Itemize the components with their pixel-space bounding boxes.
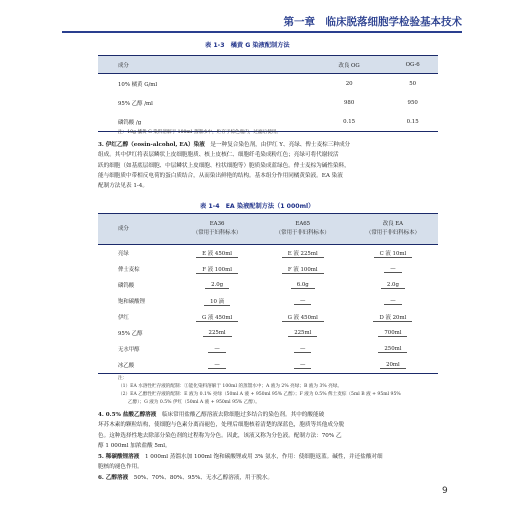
table-cell: 980 (343, 99, 355, 106)
table-row (98, 93, 438, 112)
column-name: 改良 EA (382, 221, 404, 227)
table-cell (258, 261, 348, 277)
table2-col-header (258, 214, 348, 245)
paragraph-text: 是一种复合染色剂，由伊红 Y、亮绿、俾士麦棕三种成分 (204, 142, 351, 148)
table-cell: 冰乙酸 (118, 363, 135, 369)
table-cell: 伊红 (118, 315, 129, 321)
table1-col-header: 成分 (98, 56, 311, 74)
table1-header-row (98, 56, 438, 74)
cell-value: E 液 225ml (282, 251, 324, 258)
table-row (98, 74, 438, 94)
table1-col-header: OG-6 (387, 56, 438, 74)
table-cell (177, 261, 258, 277)
cell-value: G 液 450ml (196, 315, 238, 322)
cell-value: 10 滴 (204, 299, 230, 306)
table-cell (258, 245, 348, 262)
paragraph-heading: 5. 稀碳酸锂溶液 (98, 454, 140, 460)
paragraph-text: 醇 1 000ml 加浓盐酸 5ml。 (98, 442, 171, 449)
cell-value: 2.0g (205, 282, 229, 289)
chapter-title: 第一章 临床脱落细胞学检验基本技术 (283, 16, 462, 28)
cell-value: F 液 100ml (196, 267, 238, 274)
cell-value: — (294, 362, 311, 369)
table-cell: 磷钨酸 (118, 283, 135, 289)
text-line (98, 140, 438, 150)
table-row (98, 325, 438, 341)
table-cell (348, 245, 438, 262)
paragraph-text: 能与细胞质中带相反电荷的蛋白质结合，从而染出鲜艳的结构。基本组分作用同橘黄染液。EA 染液 (98, 172, 343, 179)
table1 (98, 55, 438, 132)
table-cell: 50 (409, 80, 417, 87)
table-cell (348, 341, 438, 357)
table-cell (348, 325, 438, 341)
table-cell: 95% 乙醇 (118, 331, 143, 337)
paragraph-text: 跃的细胞（如基底层细胞、中层鳞状上皮细胞、柱状细胞等）胞质染成蓝绿色。俾士麦棕为碱性染料， (98, 162, 350, 169)
paragraph-lithium-carbonate (98, 452, 438, 473)
table-cell: 0.15 (343, 118, 356, 125)
cell-value: E 液 450ml (196, 251, 238, 258)
column-subtitle: （常用于非妇科标本） (275, 230, 330, 236)
table-cell (348, 357, 438, 374)
cell-value: — (208, 362, 225, 369)
table2-col-header: 成分 (98, 214, 177, 245)
table-cell: 俾士麦棕 (118, 267, 140, 273)
table2-note: 乙醇）；G 液为 0.5% 伊红（50ml A 液 + 950ml 95% 乙醇）。 (128, 400, 260, 405)
cell-value: — (294, 346, 311, 353)
cell-value: 225ml (288, 330, 317, 337)
table-cell: 亮绿 (118, 251, 129, 257)
running-header (62, 14, 462, 32)
table-cell (177, 309, 258, 325)
column-name: EA65 (295, 221, 311, 227)
cell-value: 700ml (378, 330, 407, 337)
text-line (98, 452, 438, 462)
table-cell (348, 261, 438, 277)
table-cell (258, 309, 348, 325)
paragraph-heading: 6. 乙醇溶液 (98, 475, 129, 481)
table-cell: 无水甲醇 (118, 347, 140, 353)
text-line (98, 420, 438, 430)
column-subtitle: （常用于非妇科标本） (365, 230, 420, 236)
table2-note: （2）EA 乙醇性贮存液的配制：E 液为 0.1% 亮绿（50ml A 液 + 950ml 95% 乙醇）；F 液为 0.5% 俾士麦棕（5ml B 液 + 95ml 95% (118, 392, 401, 397)
cell-value: 2.0g (381, 282, 405, 289)
table-cell (177, 341, 258, 357)
table2-col-header (177, 214, 258, 245)
column-name: EA36 (209, 221, 225, 227)
text-line (98, 441, 438, 451)
text-line (98, 462, 438, 472)
paragraph-eosin-alcohol (98, 140, 438, 191)
table-cell: 饱和碳酸锂 (118, 299, 145, 305)
paragraph-ethanol (98, 473, 438, 483)
table-cell (177, 277, 258, 293)
cell-value: F 液 100ml (282, 267, 324, 274)
table-row (98, 277, 438, 293)
table2-col-header (348, 214, 438, 245)
table2-note: （1）EA 水溶性贮存液的配制：①能化染料溶解于 100ml 的蒸馏水中；A 液为 2% 亮绿；B 液为 3% 亮绿。 (118, 384, 342, 389)
text-line (98, 181, 438, 191)
paragraph-text: 临床常用盐酸乙醇溶液去除细胞过多结合的染色剂。其中的酸能破 (156, 412, 325, 418)
paragraph-text: 胞核的褪色作用。 (98, 464, 143, 471)
text-line (98, 150, 438, 160)
table-cell (258, 277, 348, 293)
text-line (98, 161, 438, 171)
table2 (98, 213, 438, 374)
cell-value: C 液 10ml (374, 251, 413, 258)
page-number: 9 (442, 486, 448, 496)
text-line (98, 431, 438, 441)
paragraph-text: 配制方法见表 1-4。 (98, 183, 148, 190)
paragraph-text: 50%、70%、80%、95%、无水乙醇溶液，用于脱水。 (128, 475, 273, 481)
text-line (98, 410, 438, 420)
paragraph-heading: 3. 伊红乙醇（eosin-alcohol, EA）染液 (98, 142, 205, 148)
table-cell: 10% 橘黄 G/ml (118, 81, 158, 88)
table-cell: 950 (407, 99, 418, 106)
text-line (98, 171, 438, 181)
cell-value: — (294, 298, 311, 305)
paragraph-heading: 4. 0.5% 盐酸乙醇溶液 (98, 412, 157, 418)
table2-header-row (98, 214, 438, 245)
paragraph-text: 色。这种选择性地去除部分染色剂的过程称为分色。因此，该液又称为分色液。配制方法：70% 乙 (98, 432, 342, 439)
table-cell (177, 325, 258, 341)
table-cell: 磷钨酸 /g (118, 119, 142, 126)
header-rule (62, 31, 462, 33)
cell-value: 6.0g (291, 282, 315, 289)
table1-col-header: 改良 OG (311, 56, 387, 74)
table-row (98, 293, 438, 309)
cell-value: — (384, 298, 401, 305)
table-cell (177, 293, 258, 309)
paragraph-text: 1 000ml 蒸馏水加 100ml 饱和碳酸锂或用 3% 氨水，作用：使细胞返蓝。碱性，并还盐酸对细 (139, 454, 383, 460)
paragraph-text: 组成。其中伊红将表层鳞状上皮细胞胞质、核上皮核仁、细胞纤毛染成粉红色；亮绿可将代谢较活 (98, 152, 339, 159)
cell-value: 225ml (203, 330, 232, 337)
column-subtitle: （常用于妇科标本） (192, 230, 242, 236)
table-cell (258, 341, 348, 357)
table2-caption: 表 1-4 EA 染液配制方法（1 000ml） (200, 203, 315, 210)
table-row (98, 357, 438, 374)
table2-note: 注： (118, 376, 128, 381)
table1-note: 注：10g 橘黄 G 染料溶解于 100ml 蒸馏水中，贮存于棕色瓶内，过滤后使用。 (118, 130, 281, 135)
paragraph-text: 坏苏木素的颗粒结构，使细胞与色素分离而褪色，处理后细胞核着清楚的深蓝色，胞质等其他成分脱 (98, 422, 345, 429)
cell-value: — (384, 266, 401, 273)
table-cell (348, 293, 438, 309)
cell-value: 20ml (380, 362, 406, 369)
table-cell (177, 357, 258, 374)
table-row (98, 261, 438, 277)
table-cell (177, 245, 258, 262)
table-cell: 20 (345, 80, 353, 87)
table-cell (348, 309, 438, 325)
table-cell (258, 325, 348, 341)
table-cell: 95% 乙醇 /ml (118, 100, 153, 107)
table-row (98, 341, 438, 357)
cell-value: — (208, 346, 225, 353)
text-line (98, 473, 438, 483)
table-cell: 0.15 (406, 118, 419, 125)
cell-value: D 液 20ml (373, 315, 412, 322)
table1-caption: 表 1-3 橘黄 G 染液配制方法 (205, 42, 290, 49)
table-cell (258, 293, 348, 309)
table-cell (258, 357, 348, 374)
table-row (98, 309, 438, 325)
paragraph-hcl-alcohol (98, 410, 438, 451)
cell-value: G 液 450ml (282, 315, 324, 322)
table-cell (348, 277, 438, 293)
cell-value: 250ml (378, 346, 407, 353)
table-row (98, 245, 438, 262)
